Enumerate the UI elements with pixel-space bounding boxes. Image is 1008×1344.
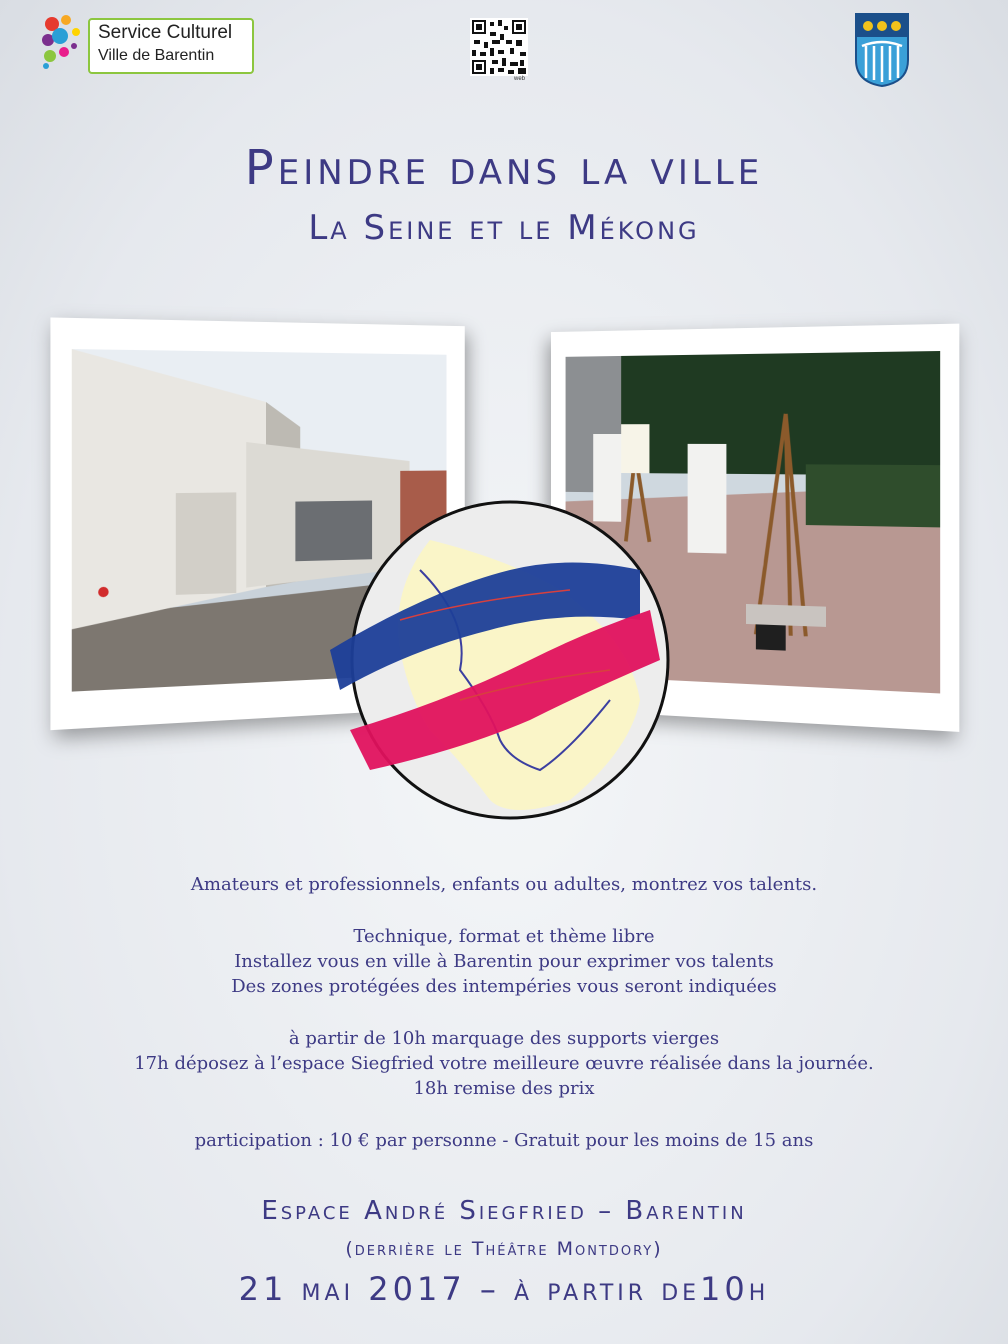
install-line: Installez vous en ville à Barentin pour exprimer vos talents	[234, 951, 774, 972]
qr-code-icon[interactable]	[470, 18, 528, 76]
event-date: 21 mai 2017 – à partir de10h	[238, 1270, 770, 1308]
qr-caption: web	[514, 76, 526, 82]
venue-detail: (derrière le Théâtre Montdory)	[345, 1238, 663, 1260]
seine-mekong-globe-illustration	[310, 500, 690, 836]
intro-paragraph: Amateurs et professionnels, enfants ou adultes, montrez vos talents.	[190, 874, 818, 895]
participation-line: participation : 10 € par personne - Gratuit pour les moins de 15 ans	[194, 1130, 814, 1151]
venue-name: Espace André Siegfried – Barentin	[261, 1196, 747, 1226]
zones-line: Des zones protégées des intempéries vous seront indiquées	[231, 976, 777, 997]
prize-line: 18h remise des prix	[413, 1078, 595, 1099]
poster-title: Peindre dans la ville	[244, 140, 764, 196]
deposit-line: 17h déposez à l’espace Siegfried votre meilleure œuvre réalisée dans la journée.	[134, 1053, 874, 1074]
logo-text-box	[88, 18, 254, 74]
logo-line-1: Service Culturel	[98, 22, 233, 43]
service-culturel-logo	[40, 12, 254, 72]
barentin-coat-of-arms-icon	[854, 12, 910, 88]
technique-line: Technique, format et thème libre	[353, 926, 655, 947]
logo-line-2: Ville de Barentin	[98, 47, 215, 64]
marking-line: à partir de 10h marquage des supports vierges	[288, 1028, 720, 1049]
poster-subtitle: La Seine et le Mékong	[308, 208, 700, 248]
